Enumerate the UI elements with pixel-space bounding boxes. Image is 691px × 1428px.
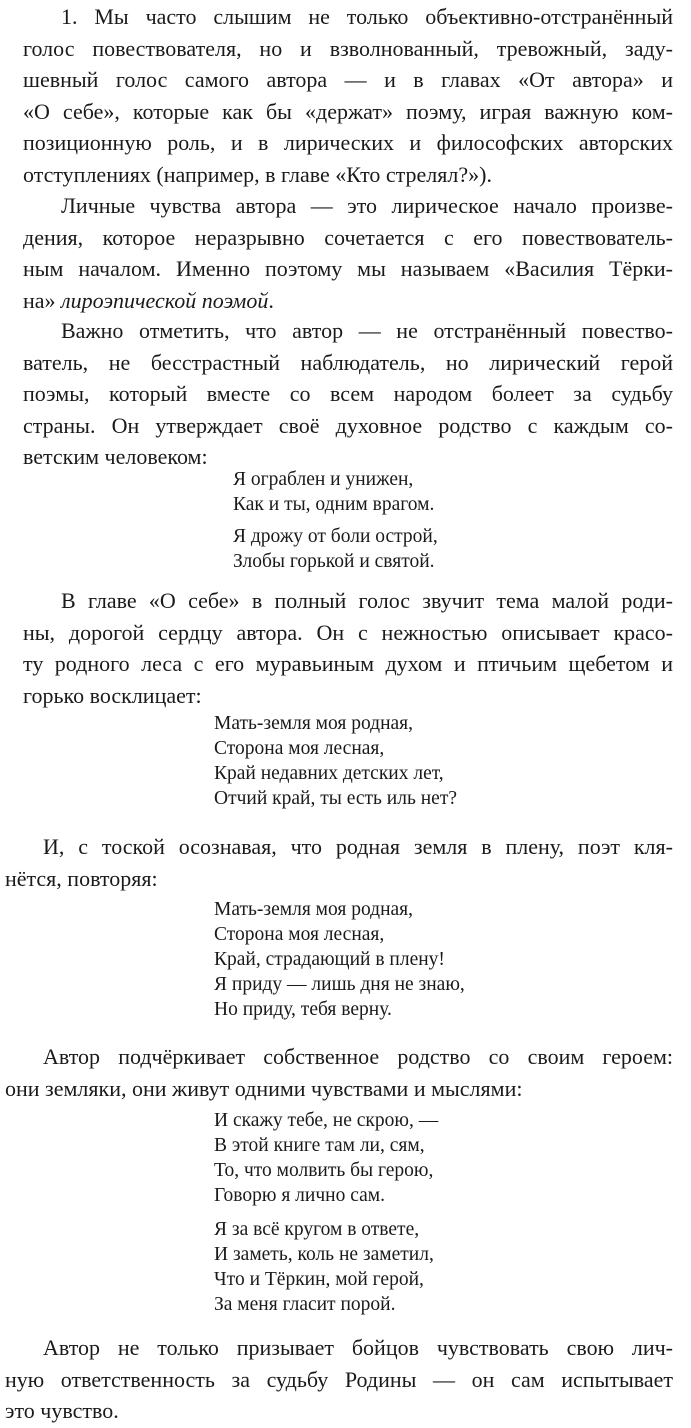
paragraph-line: это чувство. [5,1398,119,1423]
paragraph-line: горько восклицает: [23,682,202,708]
paragraph-line: отступлениях (например, в главе «Кто стрелял?»). [23,161,492,187]
paragraph-line: голос повествователя, но и взволнованный, тревожный, заду- [23,35,673,61]
verse-line: Отчий край, ты есть иль нет? [214,788,458,809]
verse-line: Сторона моя лесная, [214,738,385,759]
paragraph-2 [23,190,673,316]
verse-line: Я за всё кругом в ответе, [214,1219,420,1240]
paragraph-line: шевный голос самого автора — и в главах «От автора» и [23,67,673,92]
verse-line: В этой книге там ли, сям, [214,1135,425,1156]
verse-line: Что и Тёркин, мой герой, [214,1269,424,1290]
verse-line: Я дрожу от боли острой, [233,526,438,547]
paragraph-line: 1. Мы часто слышим не только объективно-отстранённый [61,4,673,29]
verse-line: Злобы горькой и святой. [233,551,435,572]
paragraph-5 [5,831,673,894]
verse-line: И скажу тебе, не скрою, — [214,1110,439,1131]
verse-stanza [214,1217,434,1317]
paragraph-line: нётся, повторяя: [5,865,158,891]
paragraph-line: поэмы, который вместе со всем народом болеет за судьбу [23,381,673,406]
paragraph-line: И, с тоской осознавая, что родная земля в плену, поэт кля- [43,834,673,859]
paragraph-line: ветским человеком: [23,444,208,469]
paragraph-line: ватель, не бесстрастный наблюдатель, но лирический герой [23,349,673,375]
verse-line: Край недавних детских лет, [214,763,444,784]
verse-line: Сторона моя лесная, [214,924,385,945]
line-suffix: . [268,287,274,313]
verse-line: И заметь, коль не заметил, [214,1244,434,1265]
paragraph-7 [5,1332,673,1427]
paragraph-line: ту родного леса с его муравьиным духом и птичьим щебетом и [23,651,673,676]
paragraph-line: дения, которое неразрывно сочетается с его повествователь- [23,224,673,250]
paragraph-line: «О себе», которые как бы «держат» поэму, играя важную ком- [23,98,673,124]
verse-stanza [233,524,438,574]
paragraph-3 [23,315,673,473]
verse-line: То, что молвить бы герою, [214,1160,434,1181]
paragraph-line: ны, дорогой сердцу автора. Он с нежностью описывает красо- [23,619,673,645]
verse-line: Мать-земля моя родная, [214,713,414,734]
paragraph-line: ную ответственность за судьбу Родины — он сам испытывает [5,1366,673,1392]
term-emphasis: лироэпической поэмой [61,287,269,313]
verse-stanza [214,897,465,1022]
paragraph-line: Личные чувства автора — это лирическое начало произве- [61,193,673,218]
paragraph-1 [23,1,673,190]
paragraph-line [23,285,673,317]
paragraph-line: позиционную роль, и в лирических и философских авторских [23,130,673,155]
verse-line: За меня гласит порой. [214,1294,396,1315]
verse-line: Я приду — лишь дня не знаю, [214,974,465,995]
paragraph-line: страны. Он утверждает своё духовное родство с каждым со- [23,412,673,438]
line-prefix: на» [23,287,62,313]
verse-line: Как и ты, одним врагом. [233,494,435,515]
paragraph-line: Автор не только призывает бойцов чувствовать свою лич- [43,1335,673,1360]
verse-line: Но приду, тебя верну. [214,999,392,1020]
verse-line: Мать-земля моя родная, [214,899,414,920]
verse-stanza [233,467,434,517]
paragraph-line: ным началом. Именно поэтому мы называем «Василия Тёрки- [23,256,673,281]
paragraph-line: В главе «О себе» в полный голос звучит тема малой роди- [61,588,673,613]
verse-stanza [214,1108,438,1208]
verse-line: Говорю я лично сам. [214,1185,385,1206]
paragraph-line: они земляки, они живут одними чувствами и мыслями: [5,1075,523,1101]
verse-line: Край, страдающий в плену! [214,949,445,970]
paragraph-6 [5,1041,673,1104]
verse-stanza [214,711,457,811]
paragraph-line: Важно отметить, что автор — не отстранённый повество- [61,318,673,343]
paragraph-line: Автор подчёркивает собственное родство со своим героем: [43,1044,673,1069]
verse-line: Я ограблен и унижен, [233,469,414,490]
paragraph-4 [23,585,673,711]
